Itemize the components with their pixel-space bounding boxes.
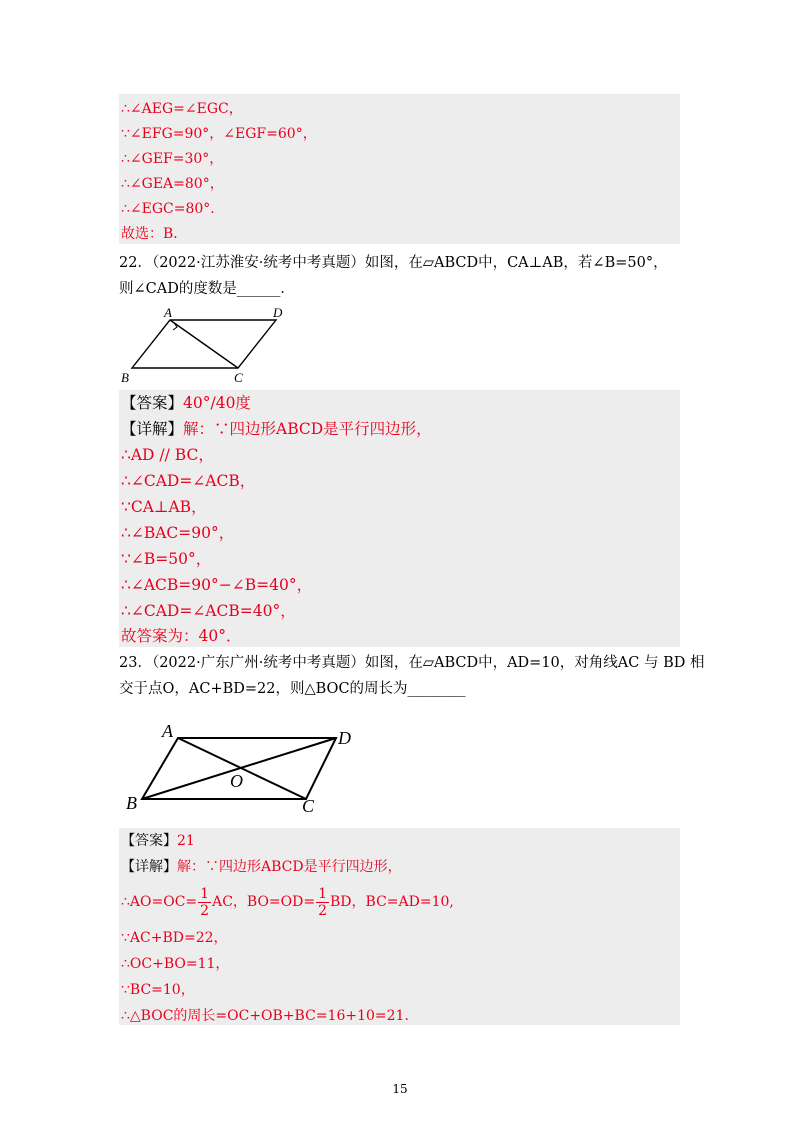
sol22-line-8: ∴∠CAD=∠ACB=40°， bbox=[121, 602, 296, 620]
detail-text: 解：∵四边形ABCD是平行四边形， bbox=[183, 420, 432, 438]
sol22-line-9: 故答案为：40°． bbox=[121, 627, 242, 645]
sol21-line-5: ∴∠EGC=80°. bbox=[121, 201, 215, 217]
sol21-line-3: ∴∠GEF=30°， bbox=[121, 151, 224, 167]
answer-value: 21 bbox=[177, 833, 195, 849]
sol23-line-6: ∴△BOC的周长=OC+OB+BC=16+10=21． bbox=[121, 1008, 419, 1024]
q23-label-O: O bbox=[230, 771, 243, 791]
q23-label-D: D bbox=[338, 728, 351, 748]
sol22-line-4: ∵CA⊥AB， bbox=[121, 498, 207, 516]
sol23-line-2 bbox=[121, 884, 454, 920]
sol22-answer bbox=[121, 394, 251, 412]
fraction-denominator-2: 2 bbox=[318, 902, 328, 919]
sol23-detail-line-1 bbox=[121, 858, 402, 876]
q23-label-A: A bbox=[162, 721, 173, 741]
sol22-line-5: ∴∠BAC=90°， bbox=[121, 524, 235, 542]
solution-21-block bbox=[119, 94, 680, 244]
sol21-line-1: ∴∠AEG=∠EGC， bbox=[121, 101, 243, 117]
q22-label-C: C bbox=[234, 370, 243, 385]
sol22-detail-line-1 bbox=[121, 420, 432, 438]
sol23-line-2-part-c: BD，BC=AD=10, bbox=[330, 894, 454, 910]
sol22-line-2: ∴AD // BC， bbox=[121, 446, 214, 464]
page-number: 15 bbox=[392, 1082, 408, 1096]
q23-line-1: 23．（2022·广东广州·统考中考真题）如图，在▱ABCD中，AD=10，对角线AC 与 BD 相 bbox=[119, 655, 705, 671]
q22-label-A: A bbox=[164, 305, 172, 320]
sol22-line-6: ∵∠B=50°， bbox=[121, 550, 212, 568]
fraction-half-2 bbox=[316, 886, 329, 919]
fraction-numerator: 1 bbox=[200, 885, 210, 902]
q23-label-C: C bbox=[302, 796, 315, 816]
answer-tag: 【答案】 bbox=[121, 394, 184, 412]
q23-parallelogram-figure bbox=[120, 718, 370, 818]
sol22-line-7: ∴∠ACB=90°−∠B=40°， bbox=[121, 576, 313, 594]
detail-text: 解：∵四边形ABCD是平行四边形， bbox=[177, 859, 402, 875]
sol23-line-4: ∴OC+BO=11， bbox=[121, 956, 230, 972]
q22-line-1: 22．（2022·江苏淮安·统考中考真题）如图，在▱ABCD中，CA⊥AB，若∠B=50°， bbox=[119, 255, 668, 271]
sol23-line-3: ∵AC+BD=22， bbox=[121, 930, 228, 946]
q22-label-D: D bbox=[273, 305, 283, 320]
answer-value: 40°/40度 bbox=[183, 394, 251, 412]
q23-label-B: B bbox=[126, 793, 137, 813]
sol23-line-5: ∵BC=10， bbox=[121, 982, 195, 998]
detail-tag: 【详解】 bbox=[121, 420, 184, 438]
sol23-answer bbox=[121, 832, 195, 850]
solution-22-block bbox=[119, 390, 680, 647]
sol21-line-2: ∵∠EFG=90°，∠EGF=60°， bbox=[121, 126, 317, 142]
q23-line-2: 交于点O，AC+BD=22，则△BOC的周长为________ bbox=[119, 681, 466, 697]
fraction-numerator-2: 1 bbox=[318, 885, 328, 902]
q22-line-2: 则∠CAD的度数是______． bbox=[119, 281, 295, 297]
q22-label-B: B bbox=[121, 370, 129, 385]
sol21-line-6: 故选：B． bbox=[121, 226, 188, 242]
sol23-line-2-part-a: ∴AO=OC= bbox=[121, 894, 198, 910]
q22-parallelogram-figure bbox=[118, 302, 293, 386]
sol21-line-4: ∴∠GEA=80°， bbox=[121, 176, 224, 192]
fraction-denominator: 2 bbox=[200, 902, 210, 919]
fraction-half bbox=[198, 886, 211, 919]
detail-tag: 【详解】 bbox=[121, 859, 177, 875]
answer-tag: 【答案】 bbox=[121, 833, 177, 849]
solution-23-block bbox=[119, 828, 680, 1025]
sol23-line-2-part-b: AC，BO=OD= bbox=[212, 894, 316, 910]
sol22-line-3: ∴∠CAD=∠ACB， bbox=[121, 472, 256, 490]
